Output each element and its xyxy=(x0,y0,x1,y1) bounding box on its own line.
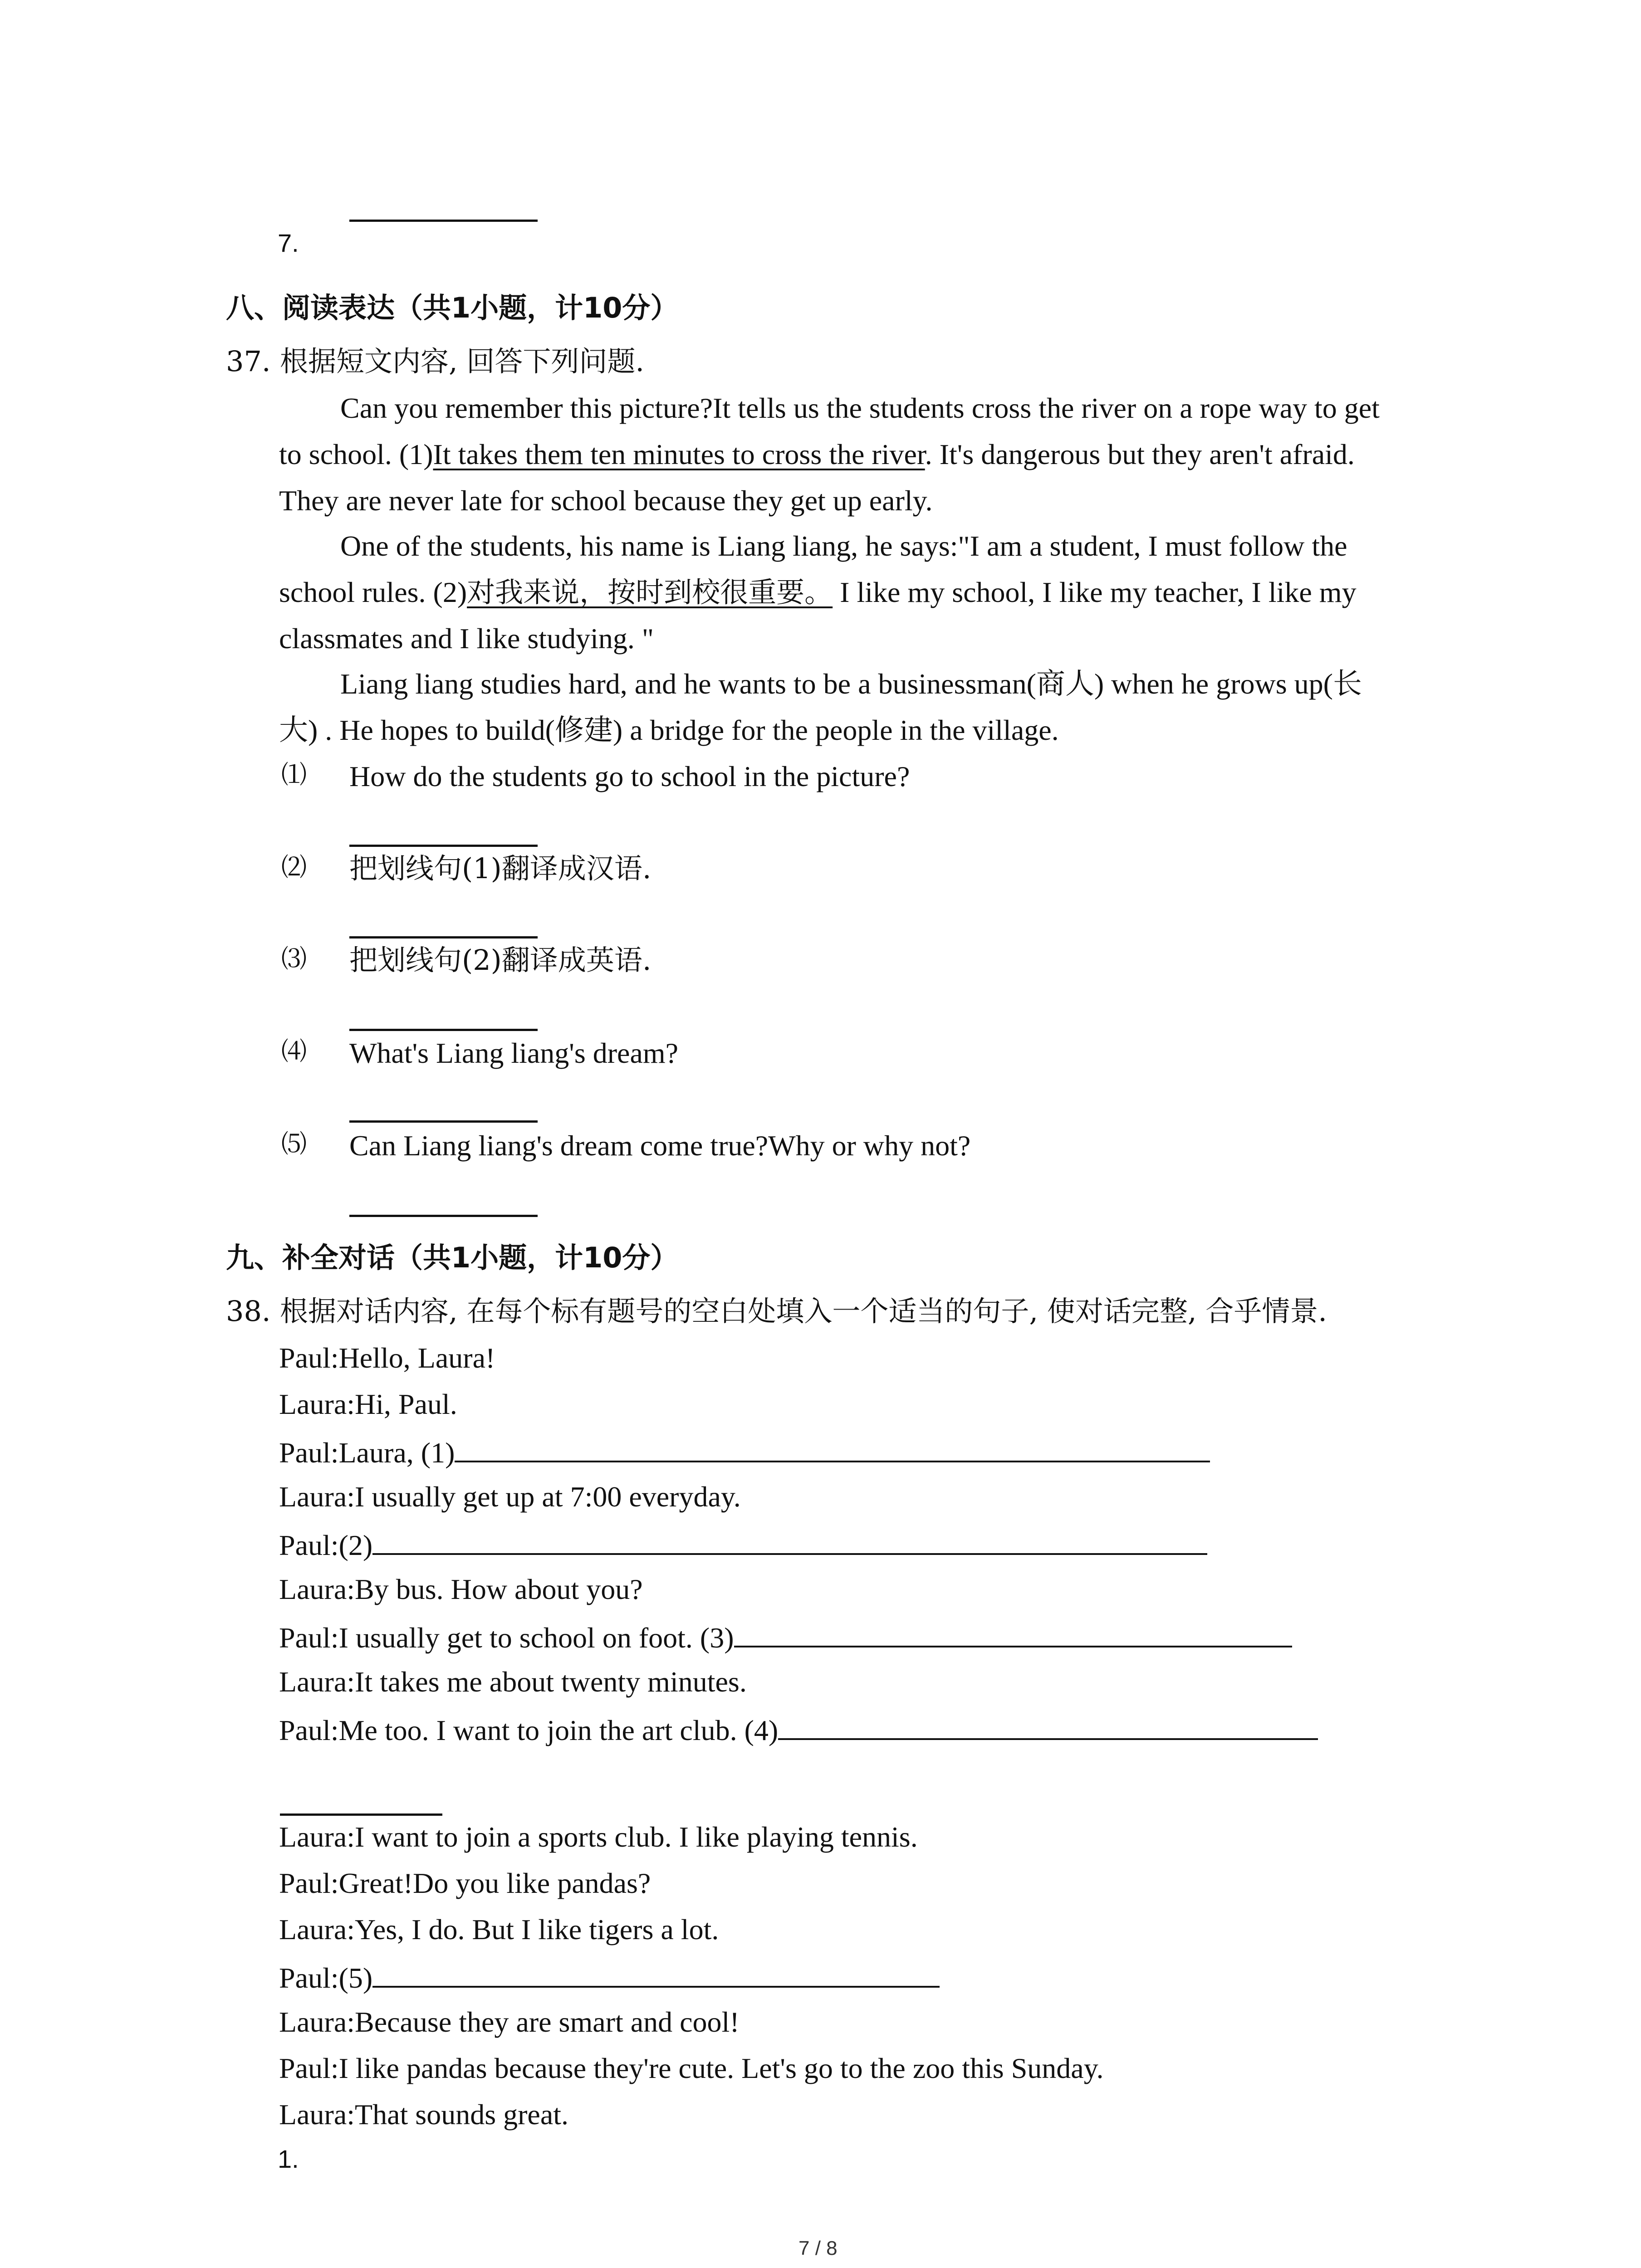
item-number: 7. xyxy=(278,229,299,257)
answer-blank[interactable] xyxy=(349,1215,538,1217)
passage-line: One of the students, his name is Liang liang, he says:"I am a student, I must follow the xyxy=(340,530,1347,562)
dialogue-line: Laura:It takes me about twenty minutes. xyxy=(279,1666,747,1698)
answer-blank[interactable] xyxy=(349,220,538,222)
subquestion-number: ⑵ xyxy=(281,853,307,881)
dialogue-line: Paul:Hello, Laura! xyxy=(279,1342,495,1374)
dialogue-line: Paul:(2) xyxy=(279,1529,1207,1560)
question-instruction: 根据短文内容, 回答下列问题. xyxy=(280,345,645,378)
answer-blank[interactable] xyxy=(349,1029,538,1031)
subquestion-number: ⑷ xyxy=(281,1037,307,1066)
passage-line: Can you remember this picture?It tells us the students cross the river on a rope way to get xyxy=(340,392,1380,424)
question-instruction: 根据对话内容, 在每个标有题号的空白处填入一个适当的句子, 使对话完整, 合乎情景. xyxy=(280,1295,1327,1328)
dialogue-line: Laura:By bus. How about you? xyxy=(279,1573,643,1605)
underlined-sentence-2: 对我来说，按时到校很重要。 xyxy=(467,576,833,609)
answer-blank[interactable] xyxy=(349,936,538,938)
dialogue-line: Laura:Hi, Paul. xyxy=(279,1388,457,1420)
subquestion-text: 把划线句(1)翻译成汉语. xyxy=(349,852,652,885)
subquestion-text: How do the students go to school in the picture? xyxy=(349,760,910,792)
answer-blank[interactable] xyxy=(349,1120,538,1123)
dialogue-line: Paul:(5) xyxy=(279,1961,940,1993)
passage-line: Liang liang studies hard, and he wants to be a businessman(商人) when he grows up(长 xyxy=(340,668,1362,700)
dialogue-line: Paul:Great!Do you like pandas? xyxy=(279,1867,651,1899)
dialogue-line: Laura:I want to join a sports club. I like playing tennis. xyxy=(279,1821,918,1853)
question-number: 38. xyxy=(226,1295,271,1328)
subquestion-text: Can Liang liang's dream come true?Why or why not? xyxy=(349,1129,971,1162)
passage-line: They are never late for school because they get up early. xyxy=(279,484,933,517)
dialogue-blank-4-continued[interactable] xyxy=(280,1813,442,1816)
dialogue-blank-5[interactable] xyxy=(372,1961,940,1988)
passage-line: classmates and I like studying. " xyxy=(279,622,654,655)
section-heading: 八、阅读表达（共1小题，计10分） xyxy=(226,291,679,324)
subquestion-text: 把划线句(2)翻译成英语. xyxy=(349,943,652,977)
answer-blank[interactable] xyxy=(349,845,538,847)
dialogue-blank-3[interactable] xyxy=(734,1621,1292,1647)
dialogue-line: Laura:Yes, I do. But I like tigers a lot. xyxy=(279,1913,719,1945)
dialogue-line: Laura:Because they are smart and cool! xyxy=(279,2006,740,2038)
subquestion-number: ⑶ xyxy=(281,944,307,973)
answer-number: 1. xyxy=(278,2145,299,2173)
dialogue-blank-1[interactable] xyxy=(455,1436,1210,1462)
subquestion-text: What's Liang liang's dream? xyxy=(349,1037,679,1069)
passage-line: to school. (1)It takes them ten minutes to cross the river. It's dangerous but they aren't afraid. xyxy=(279,438,1355,470)
question-number: 37. xyxy=(226,345,271,378)
passage-line: 大) . He hopes to build(修建) a bridge for the people in the village. xyxy=(279,714,1059,746)
dialogue-blank-4[interactable] xyxy=(778,1714,1318,1740)
dialogue-line: Laura:I usually get up at 7:00 everyday. xyxy=(279,1481,741,1513)
section-heading: 九、补全对话（共1小题，计10分） xyxy=(226,1241,679,1274)
underlined-sentence-1: It takes them ten minutes to cross the river xyxy=(433,438,925,470)
dialogue-blank-2[interactable] xyxy=(372,1529,1207,1555)
dialogue-line: Paul:Laura, (1) xyxy=(279,1436,1210,1467)
dialogue-line: Paul:Me too. I want to join the art club. (4) xyxy=(279,1714,1318,1745)
subquestion-number: ⑸ xyxy=(281,1129,307,1158)
page-number: 7 / 8 xyxy=(798,2237,838,2259)
dialogue-line: Paul:I usually get to school on foot. (3) xyxy=(279,1621,1292,1652)
passage-line: school rules. (2)对我来说，按时到校很重要。 I like my school, I like my teacher, I like my xyxy=(279,576,1357,609)
subquestion-number: ⑴ xyxy=(281,760,307,789)
dialogue-line: Laura:That sounds great. xyxy=(279,2098,568,2131)
dialogue-line: Paul:I like pandas because they're cute. Let's go to the zoo this Sunday. xyxy=(279,2052,1104,2084)
